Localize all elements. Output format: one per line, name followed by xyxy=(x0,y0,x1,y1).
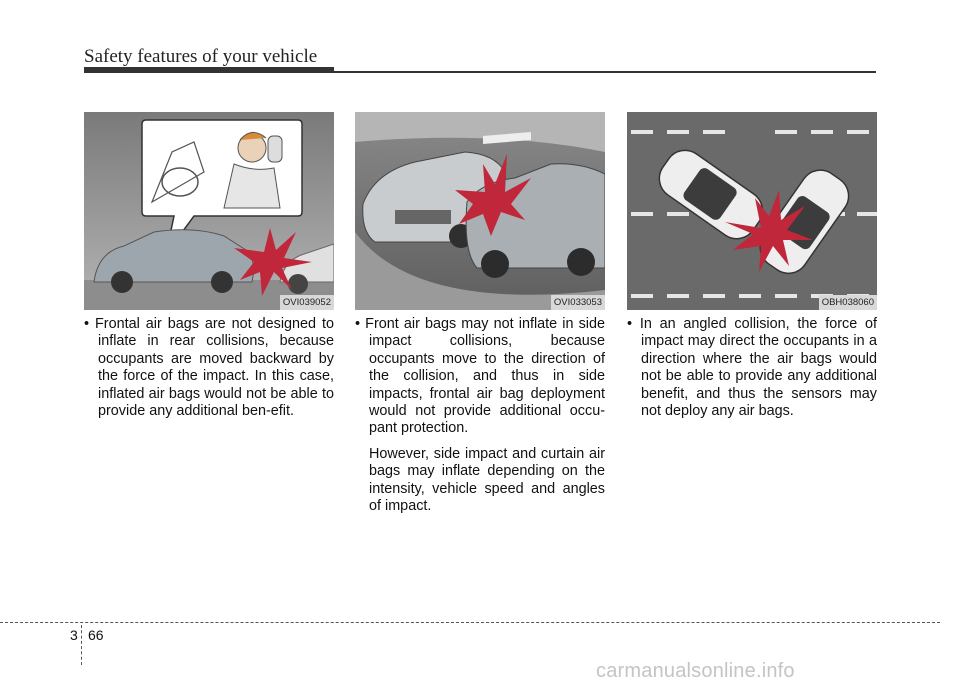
figure-code: OBH038060 xyxy=(819,295,877,310)
rear-collision-illustration xyxy=(84,112,334,310)
figure-code: OVI033053 xyxy=(551,295,605,310)
footer-divider xyxy=(81,625,82,665)
bullet-text: • Frontal air bags are not designed to inflate in rear collisions, because occupants are moved backward by the force of the impact. In this case, inflated air bags would not be able to provide any additional ben-efit. xyxy=(84,316,334,420)
figure-rear-collision xyxy=(84,112,334,310)
side-impact-illustration xyxy=(355,112,605,310)
angled-collision-illustration xyxy=(627,112,877,310)
paragraph-text: However, side impact and curtain air bags may inflate depending on the intensity, vehicle speed and angles of impact. xyxy=(369,445,605,515)
watermark: carmanualsonline.info xyxy=(596,660,795,682)
figure-angled-collision xyxy=(627,112,877,310)
page-header-title: Safety features of your vehicle xyxy=(84,46,318,67)
figure-side-impact xyxy=(355,112,605,310)
column-side-impact xyxy=(355,316,605,515)
bullet-text: • Front air bags may not inflate in side impact collisions, because occupants move to the direction of the collision, and thus in side impacts, frontal air bag deployment would not provide additional occu-pant protection. xyxy=(355,316,605,437)
column-rear-collision xyxy=(84,316,334,420)
figure-code: OVI039052 xyxy=(280,295,334,310)
bullet-text: • In an angled collision, the force of impact may direct the occupants in a direction where the air bags would not be able to provide any additional benefit, and thus the sensors may not deploy any air bags. xyxy=(627,316,877,420)
footer-rule xyxy=(0,622,940,623)
section-number: 3 xyxy=(70,627,78,643)
header-accent-bar xyxy=(84,67,334,73)
page-number: 66 xyxy=(88,627,104,643)
column-angled-collision xyxy=(627,316,877,420)
